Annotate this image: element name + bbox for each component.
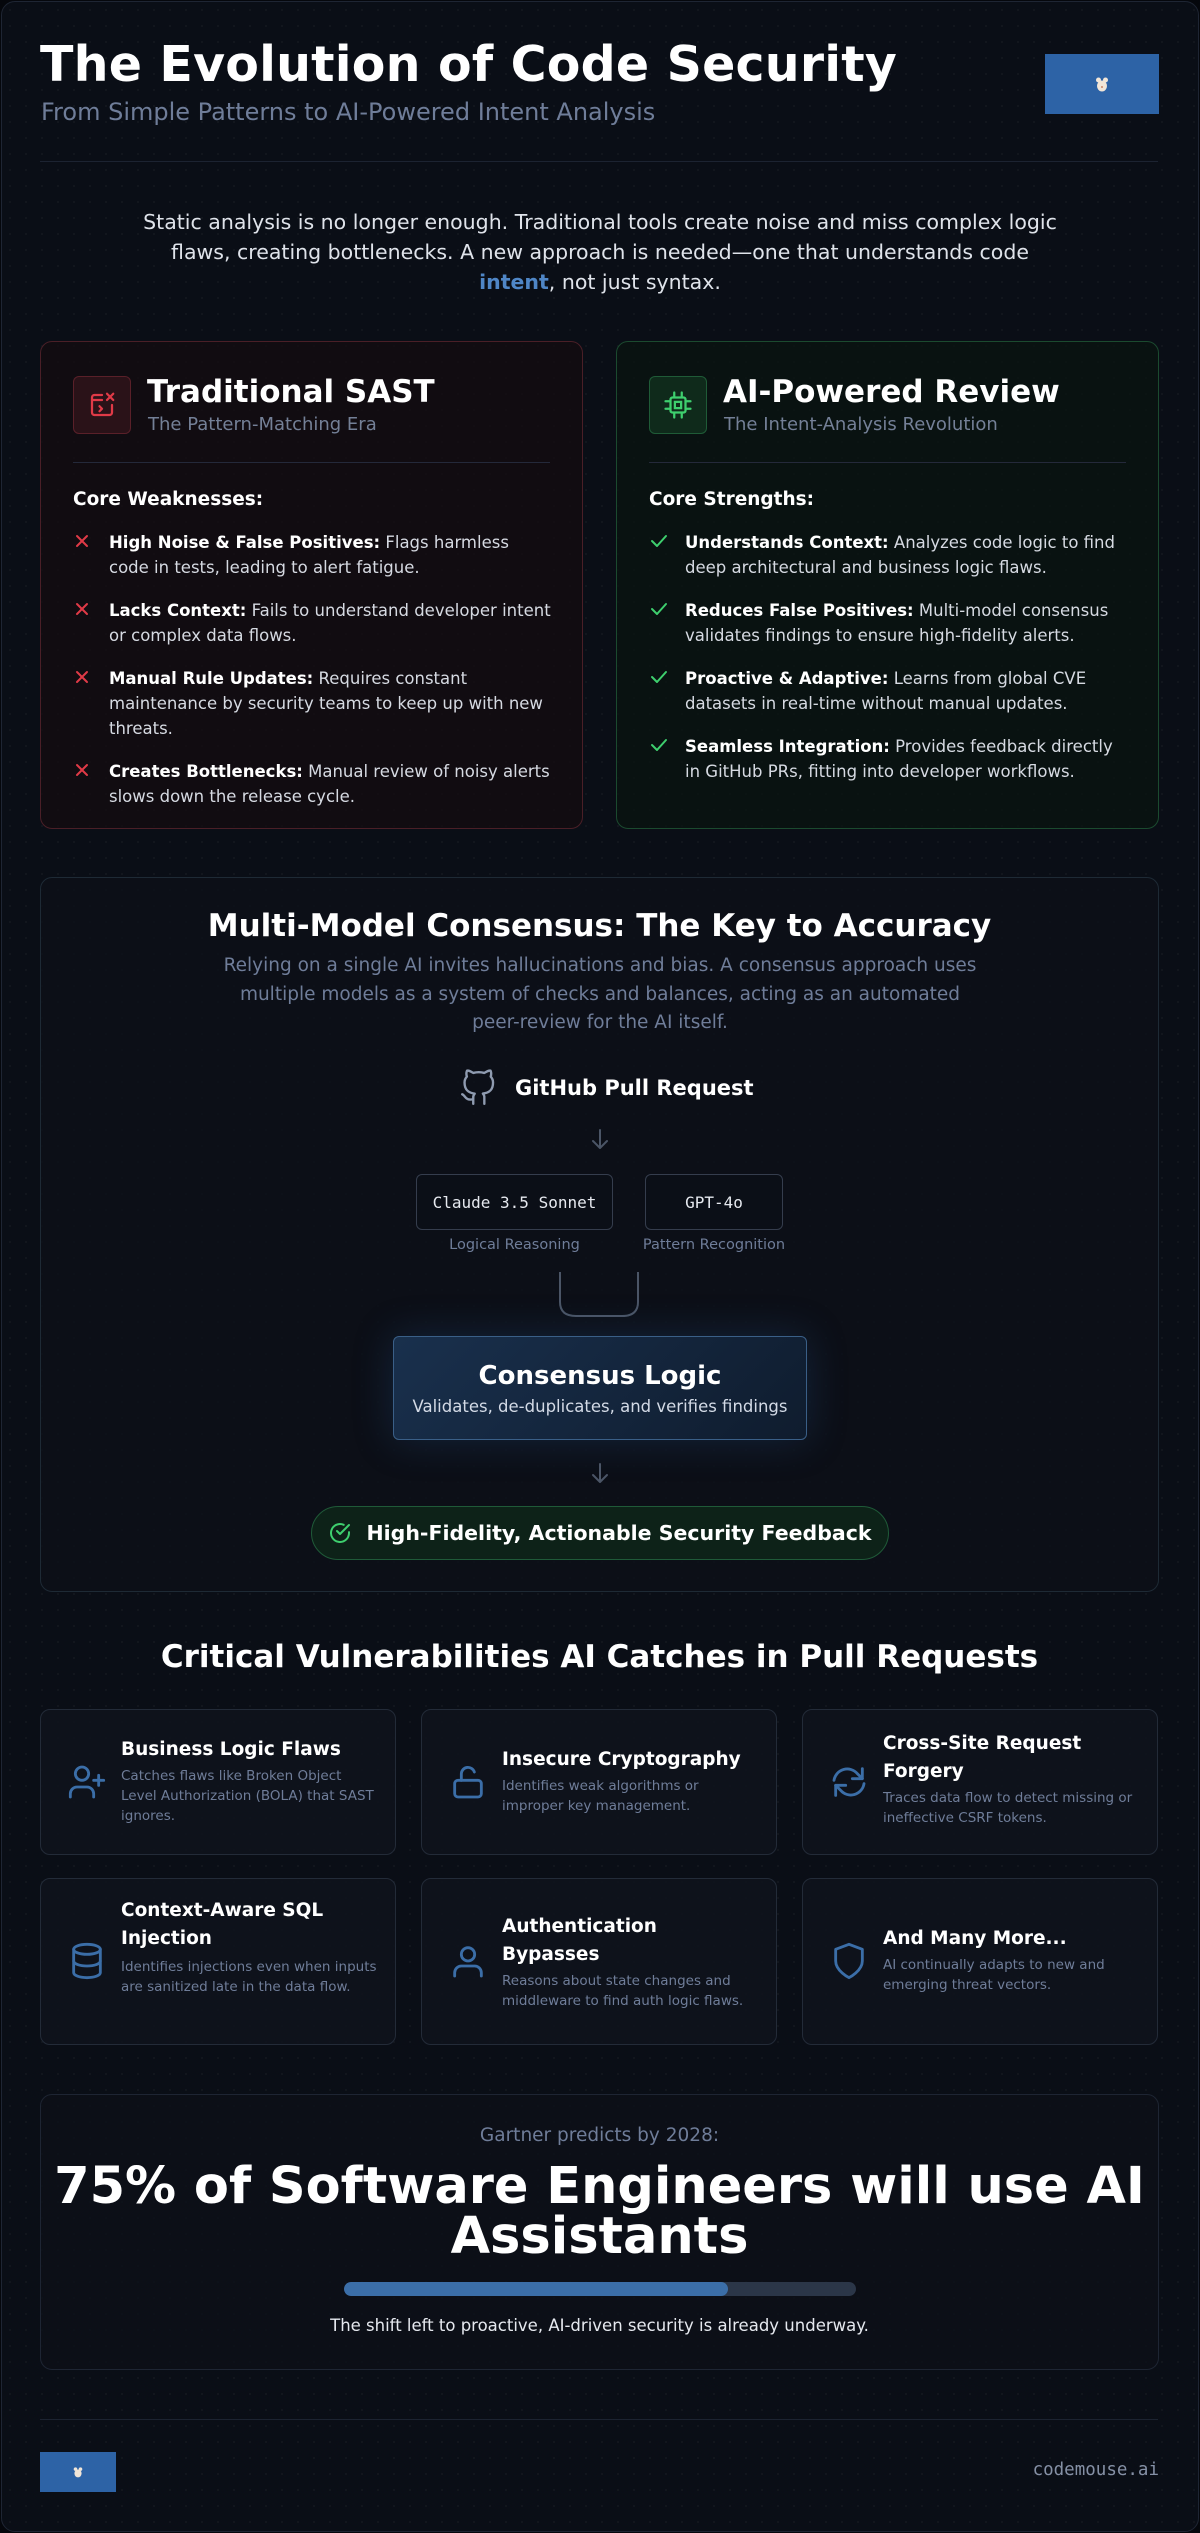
broken-window-icon <box>73 376 131 434</box>
stat-note: The shift left to proactive, AI-driven security is already underway. <box>330 2316 869 2335</box>
traditional-title: Traditional SAST <box>147 374 435 410</box>
intro-text-start: Static analysis is no longer enough. Traditional tools create noise and miss complex logic flaws, creating bottlenecks. A new approach is needed—one that understands code <box>143 210 1057 264</box>
strength-desc: Provides feedback directly in GitHub PRs, fitting into developer workflows. <box>685 737 1113 781</box>
vuln-desc: Identifies weak algorithms or improper key management. <box>502 1778 699 1814</box>
vuln-desc: Reasons about state changes and middleware to find auth logic flaws. <box>502 1973 744 2009</box>
model-gpt: GPT-4o <box>645 1174 783 1230</box>
weakness-desc: Manual review of noisy alerts slows down the release cycle. <box>109 762 550 806</box>
github-pr-label: GitHub Pull Request <box>515 1076 754 1100</box>
stat-headline: 75% of Software Engineers will use AI Assistants <box>54 2157 1145 2266</box>
vuln-card <box>802 1878 1158 2045</box>
vulnerabilities-title: Critical Vulnerabilities AI Catches in Pull Requests <box>160 1639 1039 1675</box>
weakness-text <box>109 759 553 809</box>
weakness-item <box>73 666 553 741</box>
strength-text <box>685 598 1129 648</box>
check-circle-icon <box>328 1521 352 1545</box>
intro-emphasis: intent <box>479 270 549 294</box>
adoption-progress-bar <box>344 2282 856 2296</box>
strength-title: Proactive & Adaptive: <box>685 669 889 688</box>
consensus-logic-desc: Validates, de-duplicates, and verifies findings <box>412 1397 788 1416</box>
vuln-desc: AI continually adapts to new and emerging threat vectors. <box>883 1957 1105 1993</box>
page-title: The Evolution of Code Security <box>40 36 897 93</box>
footer-logo[interactable] <box>40 2452 116 2492</box>
cpu-chip-icon <box>649 376 707 434</box>
arrow-down-icon <box>589 1128 611 1152</box>
strength-item <box>649 666 1129 716</box>
mouse-logo-icon <box>1095 76 1109 92</box>
card-divider <box>649 462 1126 463</box>
strength-text <box>685 530 1129 580</box>
vuln-card <box>421 1878 777 2045</box>
refresh-icon <box>829 1762 869 1802</box>
vuln-title: Authentication Bypasses <box>502 1916 657 1965</box>
card-divider <box>73 462 550 463</box>
brand-logo[interactable] <box>1045 54 1159 114</box>
strength-title: Seamless Integration: <box>685 737 890 756</box>
strength-desc: Analyzes code logic to find deep architectural and business logic flaws. <box>685 533 1115 577</box>
model-role-label: Pattern Recognition <box>642 1237 786 1253</box>
weakness-title: Manual Rule Updates: <box>109 669 314 688</box>
model-role-label: Logical Reasoning <box>449 1237 580 1253</box>
intro-text-end: , not just syntax. <box>548 270 721 294</box>
strength-title: Understands Context: <box>685 533 889 552</box>
weakness-text <box>109 598 553 648</box>
footer-divider <box>40 2419 1158 2420</box>
weakness-item <box>73 759 553 809</box>
weakness-title: Lacks Context: <box>109 601 247 620</box>
ai-review-card <box>616 341 1159 829</box>
intro-text <box>130 207 1070 297</box>
ai-subtitle: The Intent-Analysis Revolution <box>724 414 998 435</box>
strength-title: Reduces False Positives: <box>685 601 914 620</box>
user-icon <box>448 1941 488 1981</box>
x-icon <box>73 666 109 741</box>
model-claude: Claude 3.5 Sonnet <box>416 1174 613 1230</box>
check-icon <box>649 734 685 784</box>
vuln-title: Business Logic Flaws <box>121 1739 341 1760</box>
strength-text <box>685 734 1129 784</box>
vuln-card <box>421 1709 777 1855</box>
weakness-desc: Requires constant maintenance by security teams to keep up with new threats. <box>109 669 543 738</box>
mouse-logo-icon <box>73 2466 83 2478</box>
ai-title: AI-Powered Review <box>723 374 1060 410</box>
check-icon <box>649 530 685 580</box>
check-icon <box>649 598 685 648</box>
x-icon <box>73 530 109 580</box>
weakness-desc: Fails to understand developer intent or complex data flows. <box>109 601 551 645</box>
weakness-desc: Flags harmless code in tests, leading to alert fatigue. <box>109 533 509 577</box>
user-plus-icon <box>67 1762 107 1802</box>
vuln-card <box>40 1878 396 2045</box>
strength-item <box>649 530 1129 580</box>
unlock-icon <box>448 1762 488 1802</box>
database-icon <box>67 1941 107 1981</box>
shield-icon <box>829 1941 869 1981</box>
merge-connector <box>558 1270 640 1320</box>
github-icon <box>459 1068 497 1108</box>
vuln-desc: Catches flaws like Broken Object Level Authorization (BOLA) that SAST ignores. <box>121 1768 374 1824</box>
weakness-text <box>109 666 553 741</box>
strength-desc: Learns from global CVE datasets in real-time without manual updates. <box>685 669 1087 713</box>
vuln-title: Insecure Cryptography <box>502 1749 741 1770</box>
vuln-title: Context-Aware SQL Injection <box>121 1900 324 1949</box>
weakness-title: Creates Bottlenecks: <box>109 762 303 781</box>
vuln-card <box>40 1709 396 1855</box>
weakness-item <box>73 598 553 648</box>
vuln-desc: Traces data flow to detect missing or ineffective CSRF tokens. <box>883 1790 1133 1826</box>
strengths-label: Core Strengths: <box>649 489 815 510</box>
weakness-text <box>109 530 553 580</box>
stat-source: Gartner predicts by 2028: <box>479 2125 720 2146</box>
strength-text <box>685 666 1129 716</box>
result-pill <box>311 1506 889 1560</box>
weakness-title: High Noise & False Positives: <box>109 533 381 552</box>
consensus-logic-title: Consensus Logic <box>478 1361 722 1391</box>
consensus-logic-box <box>393 1336 807 1440</box>
github-pr-node <box>459 1068 754 1108</box>
weakness-item <box>73 530 553 580</box>
strength-item <box>649 598 1129 648</box>
x-icon <box>73 598 109 648</box>
vuln-title: Cross-Site Request Forgery <box>883 1733 1082 1782</box>
result-label: High-Fidelity, Actionable Security Feedback <box>366 1521 872 1545</box>
strength-desc: Multi-model consensus validates findings to ensure high-fidelity alerts. <box>685 601 1109 645</box>
vuln-desc: Identifies injections even when inputs are sanitized late in the data flow. <box>121 1959 377 1995</box>
check-icon <box>649 666 685 716</box>
strengths-list <box>649 530 1129 802</box>
footer-url[interactable]: codemouse.ai <box>1032 2460 1159 2480</box>
progress-fill <box>344 2282 728 2296</box>
traditional-sast-card <box>40 341 583 829</box>
consensus-title: Multi-Model Consensus: The Key to Accuracy <box>207 908 992 944</box>
page-subtitle: From Simple Patterns to AI-Powered Intent Analysis <box>41 98 656 126</box>
consensus-description: Relying on a single AI invites hallucinations and bias. A consensus approach uses multiple models as a system of checks and balances, acting as an automated peer-review for the AI itself. <box>223 955 977 1033</box>
strength-item <box>649 734 1129 784</box>
arrow-down-icon <box>589 1462 611 1486</box>
vuln-title: And Many More... <box>883 1928 1067 1949</box>
traditional-subtitle: The Pattern-Matching Era <box>148 414 377 435</box>
weaknesses-list <box>73 530 553 827</box>
header-divider <box>40 161 1158 162</box>
vuln-card <box>802 1709 1158 1855</box>
x-icon <box>73 759 109 809</box>
weaknesses-label: Core Weaknesses: <box>73 489 264 510</box>
